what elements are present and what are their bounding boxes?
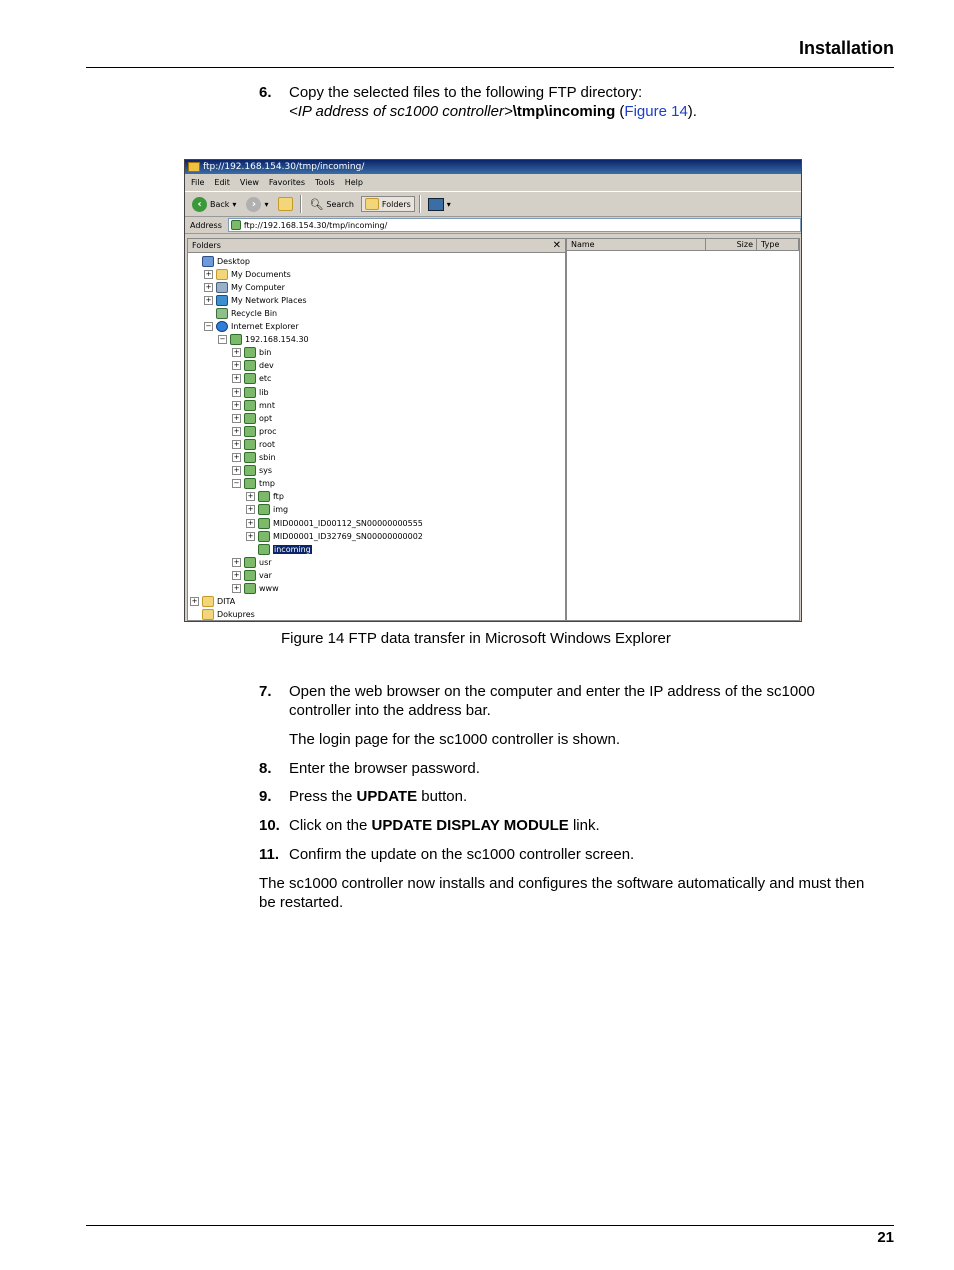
tree-item-label: My Network Places [231,295,307,305]
step-text [289,816,879,835]
dropdown-arrow-icon: ▾ [232,199,237,209]
expand-icon[interactable]: + [233,426,240,435]
back-arrow-icon: ‹ [192,197,207,212]
column-size[interactable]: Size [706,239,757,250]
tree-item-label: MID00001_ID00112_SN00000000555 [273,518,423,528]
tree-item[interactable] [246,530,423,542]
ftp-folder-icon [244,583,256,594]
folders-pane-title: Folders [192,241,221,250]
expand-icon[interactable]: + [233,348,240,357]
expand-icon[interactable]: + [233,387,240,396]
tree-item[interactable] [246,543,312,555]
tree-item-label: My Computer [231,282,285,292]
search-icon: 🔍︎ [309,197,324,211]
ftp-folder-icon [244,570,256,581]
tree-item-label: ftp [273,492,284,502]
ftp-folder-icon [244,452,256,463]
folder-icon [202,596,214,607]
recycle-bin-icon [216,308,228,319]
expand-icon[interactable]: + [233,453,240,461]
folder-icon [202,609,214,620]
step-number: 6. [259,84,272,101]
tree-item[interactable] [246,491,284,503]
ftp-path [289,102,879,121]
tree-item-label: etc [259,374,272,384]
expand-icon[interactable]: + [205,295,212,304]
collapse-icon[interactable]: − [219,335,226,344]
expand-icon[interactable]: + [233,584,240,592]
tree-item-label: root [259,439,276,449]
tree-item-label: My Documents [231,269,291,279]
ftp-folder-icon [258,544,270,555]
folders-pane-header [188,239,565,253]
column-name[interactable]: Name [567,239,706,250]
tree-item[interactable] [204,268,291,280]
tree-item-label: MID00001_ID32769_SN00000000002 [273,531,423,541]
step-7 [259,682,879,720]
tree-item[interactable] [232,425,276,437]
folders-label: Folders [381,199,411,209]
tree-item-label: proc [259,426,277,436]
expand-icon[interactable]: + [205,282,212,291]
folder-icon [216,269,228,280]
tree-item-label: 192.168.154.30 [245,335,309,345]
desktop-icon [202,256,214,267]
expand-icon[interactable]: + [191,597,198,606]
up-folder-button[interactable] [275,196,296,212]
search-label: Search [326,199,354,209]
step-11 [259,845,879,864]
paren-open: ( [615,103,625,120]
footer-rule [86,1225,894,1226]
tree-item[interactable] [204,307,277,319]
views-button[interactable] [425,197,454,212]
computer-icon [216,282,228,293]
step-text-pre: Press the [289,788,357,805]
menu-edit[interactable]: Edit [214,178,230,187]
tree-item[interactable] [232,360,274,372]
tree-item-label: lib [259,387,269,397]
update-button-name: UPDATE [356,788,418,805]
path-dir: \tmp\incoming [512,103,616,120]
expand-icon[interactable]: + [233,400,240,409]
window-titlebar [185,160,801,174]
tree-item[interactable] [232,373,271,385]
tree-item-label: opt [259,413,273,423]
tree-item-label: img [273,505,289,515]
folders-pane [187,238,566,621]
expand-icon[interactable]: + [233,570,240,579]
tree-item-label: DITA [217,597,236,607]
tree-item-label: www [259,584,279,593]
forward-arrow-icon: › [246,197,261,212]
step-number: 8. [259,760,272,777]
step-text [289,787,879,806]
expand-icon[interactable]: + [233,374,240,383]
tree-item-label: tmp [259,479,276,489]
figure-link[interactable]: Figure 14 [624,103,688,120]
step-text-pre: Click on the [289,817,372,834]
toolbar-separator [300,195,302,213]
tree-item[interactable] [232,478,275,490]
network-icon [216,295,228,306]
paren-close: ). [687,103,697,120]
tree-item-label: Internet Explorer [231,322,299,331]
update-display-module-link-name: UPDATE DISPLAY MODULE [371,817,569,834]
tree-item[interactable] [218,334,309,346]
tree-item-label: bin [259,348,272,358]
tree-item-label: Recycle Bin [231,308,278,318]
tree-item[interactable] [232,438,275,450]
expand-icon[interactable]: + [247,518,254,527]
tree-item-label: incoming [274,544,311,554]
ftp-folder-icon [244,387,256,398]
ftp-icon [231,220,241,230]
column-type[interactable]: Type [757,239,799,250]
tree-item[interactable] [232,347,271,359]
expand-icon[interactable]: + [233,466,240,475]
step-number: 10. [259,817,280,834]
ftp-folder-icon [244,478,256,489]
tree-item-label: Dokupres [217,610,255,620]
menu-help[interactable]: Help [344,178,363,187]
ftp-folder-icon [258,504,270,515]
step-number: 7. [259,683,272,700]
step-10 [259,816,879,835]
expand-icon[interactable]: + [247,531,254,540]
tree-item[interactable] [204,294,307,306]
tree-item[interactable] [232,556,272,568]
tree-item-label: sbin [259,453,276,462]
ftp-folder-icon [244,557,256,568]
expand-icon[interactable]: + [247,505,254,514]
ftp-folder-icon [244,373,256,384]
collapse-icon[interactable]: − [205,322,212,330]
tree-item[interactable] [204,281,285,293]
closing-paragraph: The sc1000 controller now installs and configures the software automatically and must then be restarted. [259,875,865,911]
step-7-note: The login page for the sc1000 controller is shown. [289,731,621,748]
tree-item-label: dev [259,361,274,371]
page-header-title: Installation [798,38,894,58]
tree-item[interactable] [232,399,275,411]
ftp-server-icon [230,334,242,345]
ftp-folder-icon [244,439,256,450]
figure-caption: Figure 14 FTP data transfer in Microsoft Windows Explorer [281,630,671,647]
tree-item[interactable] [190,609,255,621]
menu-favorites[interactable]: Favorites [268,178,306,187]
ftp-folder-icon [244,347,256,358]
folders-button[interactable] [361,196,415,212]
search-button[interactable] [306,197,356,212]
tree-item[interactable] [246,504,288,516]
ftp-folder-icon [244,465,256,476]
tree-item-label: Desktop [217,256,250,266]
folders-icon [365,198,379,210]
header-rule [86,67,894,68]
ftp-folder-icon [244,413,256,424]
expand-icon[interactable]: + [233,413,240,422]
ie-icon [216,321,228,332]
dropdown-arrow-icon: ▾ [446,199,451,209]
explorer-window [184,159,802,622]
back-label: Back [210,199,230,209]
step-8 [259,759,879,778]
ftp-folder-icon [244,360,256,371]
step-text: Enter the browser password. [289,760,480,777]
tree-item[interactable] [232,583,279,595]
step-text: Open the web browser on the computer and enter the IP address of the sc1000 controller into the address bar. [289,683,815,719]
expand-icon[interactable]: + [233,439,240,448]
toolbar-separator [419,195,421,213]
tree-item-label: sys [259,466,273,476]
tree-item[interactable] [190,255,250,267]
path-ip: <IP address of sc1000 controller> [289,103,513,120]
address-bar [185,217,801,234]
step-text-post: link. [568,817,600,834]
address-value: ftp://192.168.154.30/tmp/incoming/ [243,220,388,230]
address-input[interactable] [228,218,801,232]
tree-item[interactable] [232,386,269,398]
tree-item[interactable] [190,596,235,608]
close-icon[interactable]: ✕ [552,240,561,251]
address-label: Address [190,220,222,230]
step-number: 9. [259,788,272,805]
tree-item-label: var [259,570,272,580]
expand-icon[interactable]: + [233,361,240,370]
ftp-folder-icon [258,491,270,502]
tree-item[interactable] [232,465,272,477]
step-6 [259,83,879,121]
forward-button[interactable] [243,196,271,213]
menu-tools[interactable]: Tools [315,178,335,187]
menu-bar [185,174,801,192]
step-text-post: button. [417,788,468,805]
ftp-folder-icon [244,426,256,437]
tree-item-label: mnt [259,400,275,410]
tree-item[interactable] [204,321,299,333]
ftp-folder-icon [244,400,256,411]
up-folder-icon [278,197,293,211]
tree-item[interactable] [246,517,423,529]
menu-file[interactable]: File [191,178,205,187]
tree-item-label: usr [259,557,272,567]
menu-view[interactable]: View [239,178,259,187]
column-headers [567,239,799,251]
tree-item[interactable] [232,569,272,581]
ftp-folder-icon [258,518,270,529]
dropdown-arrow-icon: ▾ [264,199,269,209]
file-list-pane [566,238,800,621]
page-number: 21 [877,1229,894,1246]
toolbar [185,192,801,217]
step-9 [259,787,879,806]
tree-item[interactable] [232,412,272,424]
expand-icon[interactable]: + [205,269,212,278]
window-title: ftp://192.168.154.30/tmp/incoming/ [203,162,365,172]
ftp-folder-icon [258,531,270,542]
expand-icon[interactable]: + [247,492,254,501]
tree-item[interactable] [232,452,276,464]
expand-icon[interactable]: + [233,557,240,566]
back-button[interactable] [189,196,239,213]
folder-icon [188,162,200,172]
views-icon [428,198,444,211]
step-number: 11. [259,846,280,863]
collapse-icon[interactable]: − [233,479,240,488]
step-text: Confirm the update on the sc1000 controller screen. [289,846,635,863]
step-text: Copy the selected files to the following FTP directory: [289,84,643,101]
